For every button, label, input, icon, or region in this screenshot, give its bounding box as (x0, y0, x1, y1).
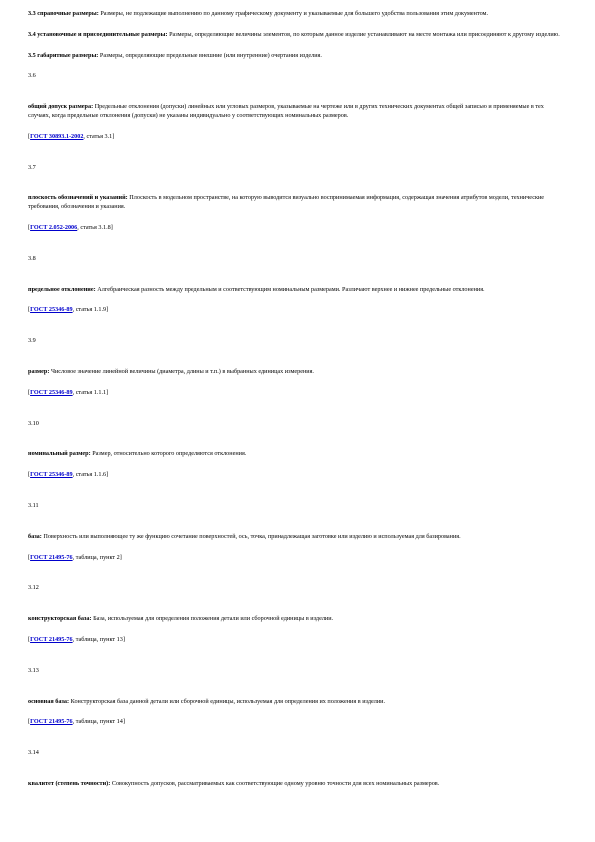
definition-entry (28, 502, 567, 562)
definition-entry (28, 749, 567, 789)
term-name: база: (28, 532, 42, 540)
clause-number: 3.10 (28, 419, 39, 427)
clause-number: 3.8 (28, 254, 36, 262)
bracket: [ (28, 223, 31, 231)
definition-entry (28, 584, 567, 644)
definition-text (28, 698, 567, 707)
source-reference (28, 306, 567, 315)
term-name: номинальный размер: (28, 450, 91, 458)
gost-link[interactable]: ГОСТ 25346-89 (30, 471, 73, 479)
clause-3-3 (28, 10, 567, 19)
term-definition: Числовое значение линейной величины (диаметра, длины и т.п.) в выбранных единицах измерения. (49, 367, 314, 375)
reference-detail: , таблица, пункт 2] (72, 553, 122, 561)
reference-detail: , статья 3.1] (83, 132, 115, 140)
definition-entry (28, 667, 567, 727)
clause-number: 3.9 (28, 337, 36, 345)
definition-entry (28, 255, 567, 315)
clause-3-5 (28, 52, 567, 61)
bracket: [ (28, 132, 31, 140)
reference-detail: , таблица, пункт 14] (72, 718, 125, 726)
term-definition: Плоскость в модельном пространстве, на которую выводится визуально воспринимаемая информация, содержащая значения атрибутов модели, технические требования, обозначения и указания. (28, 194, 545, 211)
definition-entry (28, 164, 567, 233)
source-reference (28, 389, 567, 398)
term-definition: База, используемая для определения положения детали или сборочной единицы в изделии. (91, 615, 334, 623)
source-reference (28, 471, 567, 480)
term-definition: Совокупность допусков, рассматриваемых как соответствующие одному уровню точности для всех номинальных размеров. (110, 779, 440, 787)
source-reference (28, 133, 567, 142)
bracket: [ (28, 306, 31, 314)
clause-number: 3.14 (28, 749, 39, 757)
clause-term: 3.3 справочные размеры: (28, 10, 99, 17)
definition-text (28, 368, 567, 377)
term-definition: Алгебраическая разность между предельным и соответствующим номинальным размерами. Различают верхнее и нижнее предельные отклонения. (95, 285, 485, 293)
intro-clauses (28, 10, 567, 60)
gost-link[interactable]: ГОСТ 21495-76 (30, 718, 73, 726)
gost-link[interactable]: ГОСТ 21495-76 (30, 635, 73, 643)
term-name: предельное отклонение: (28, 285, 96, 293)
definition-entries (28, 72, 567, 788)
gost-link[interactable]: ГОСТ 21495-76 (30, 553, 73, 561)
definition-entry (28, 337, 567, 397)
source-reference (28, 224, 567, 233)
clause-3-4 (28, 31, 567, 40)
term-name: размер: (28, 367, 50, 375)
term-name: плоскость обозначений и указаний: (28, 194, 128, 202)
definition-entry (28, 420, 567, 480)
bracket: [ (28, 718, 31, 726)
gost-link[interactable]: ГОСТ 25346-89 (30, 388, 73, 396)
clause-number: 3.7 (28, 163, 36, 171)
bracket: [ (28, 635, 31, 643)
definition-text (28, 450, 567, 459)
source-reference (28, 636, 567, 645)
term-definition: Предельные отклонения (допуски) линейных или угловых размеров, указываемые на чертеже или в других технических документах общей записью и применяемые в тех случаях, когда предельные отклонения (допуски) не указаны индивидуально у соответствующих номинальных размеров. (28, 103, 544, 119)
term-definition: Конструкторская база данной детали или сборочной единицы, используемая для определения их положения в изделии. (69, 697, 385, 705)
clause-number: 3.11 (28, 501, 39, 509)
term-definition: Поверхность или выполняющее ту же функцию сочетание поверхностей, ось, точка, принадлежащая заготовке или изделию и используемая для базирования. (41, 532, 461, 540)
reference-detail: , статья 3.1.8] (77, 223, 113, 231)
gost-link[interactable]: ГОСТ 25346-89 (30, 306, 73, 314)
reference-detail: , статья 1.1.9] (72, 306, 109, 314)
bracket: [ (28, 553, 31, 561)
term-definition: Размер, относительно которого определяются отклонения. (90, 450, 247, 458)
definition-text (28, 286, 567, 295)
gost-link[interactable]: ГОСТ 30893.1-2002 (30, 132, 84, 140)
reference-detail: , таблица, пункт 13] (72, 635, 125, 643)
gost-link[interactable]: ГОСТ 2.052-2006 (30, 223, 78, 231)
clause-text: Размеры, определяющие величины элементов, по которым данное изделие устанавливают на месте монтажа или присоединяют к другому изделию. (167, 30, 560, 38)
clause-number: 3.6 (28, 72, 36, 80)
term-name: общий допуск размера: (28, 103, 94, 111)
definition-text (28, 194, 567, 212)
term-name: квалитет (степень точности): (28, 779, 111, 787)
definition-entry (28, 72, 567, 141)
clause-number: 3.13 (28, 666, 39, 674)
reference-detail: , статья 1.1.1] (72, 388, 109, 396)
definition-text (28, 103, 567, 121)
term-name: основная база: (28, 697, 70, 705)
clause-text: Размеры, не подлежащие выполнению по данному графическому документу и указываемые для большего удобства пользования этим документом. (98, 10, 489, 17)
definition-text (28, 780, 567, 789)
source-reference (28, 718, 567, 727)
bracket: [ (28, 388, 31, 396)
term-name: конструкторская база: (28, 615, 92, 623)
definition-text (28, 533, 567, 542)
bracket: [ (28, 471, 31, 479)
clause-number: 3.12 (28, 584, 39, 592)
clause-term: 3.4 установочные и присоединительные размеры: (28, 30, 168, 38)
clause-term: 3.5 габаритные размеры: (28, 51, 99, 59)
reference-detail: , статья 1.1.6] (72, 471, 109, 479)
clause-text: Размеры, определяющие предельные внешние (или внутренние) очертания изделия. (98, 51, 322, 59)
definition-text (28, 615, 567, 624)
source-reference (28, 554, 567, 563)
